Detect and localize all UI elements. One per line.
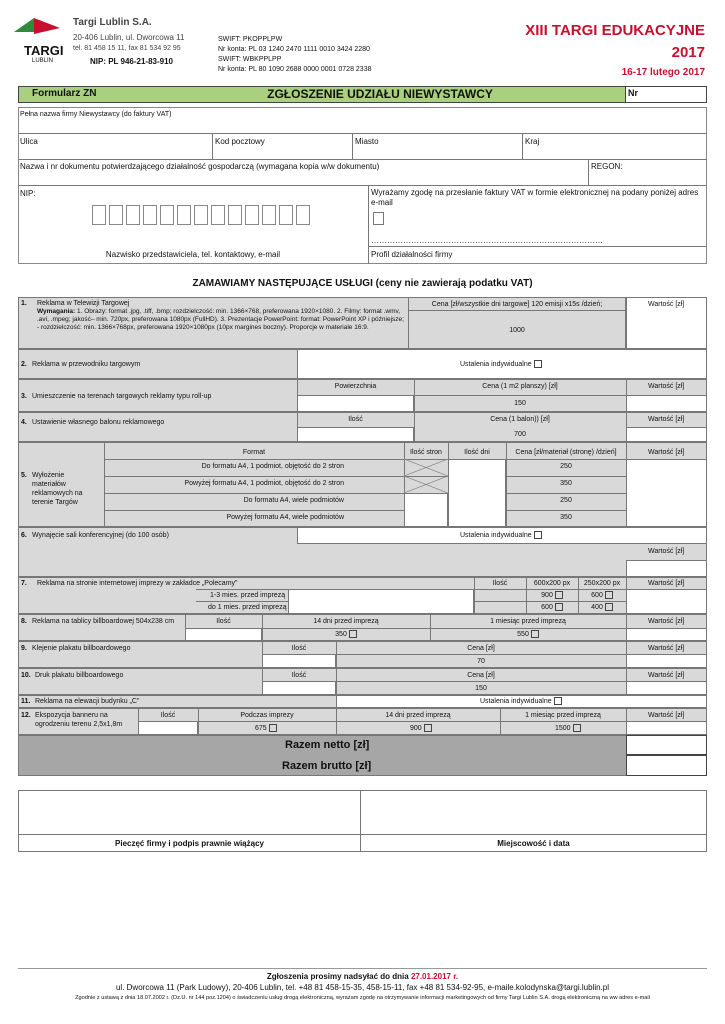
logo-subtext: LUBLIN [32, 58, 54, 64]
email-dotted-line[interactable]: …………………………………………………………………………… [371, 236, 603, 245]
service-10-value-label: Wartość [zł] [648, 672, 685, 679]
nip-digit-box[interactable] [296, 205, 310, 225]
checkbox-icon [534, 360, 542, 368]
service-7-value-label: Wartość [zł] [648, 580, 685, 587]
service-5-value-label: Wartość [zł] [648, 449, 685, 456]
regon-field[interactable]: REGON: [591, 162, 623, 171]
service-4-number: 4. [21, 419, 27, 426]
service-7-col-qty: Ilość [492, 580, 508, 587]
nr-label: Nr [628, 88, 639, 98]
company-address: 20-406 Lublin, ul. Dworcowa 11 [73, 33, 185, 42]
service-2-name: Reklama w przewodniku targowym [32, 361, 141, 368]
service-7-row-2-b[interactable]: 400 [578, 603, 626, 612]
service-4-col-qty: Ilość [348, 416, 363, 423]
service-7-col-b: 250x200 px [583, 580, 621, 587]
service-9-price: 70 [477, 658, 485, 665]
service-8-price-a[interactable]: 350 [262, 630, 430, 639]
service-7-col-a: 600x200 px [533, 580, 571, 587]
service-8-col-qty: Ilość [216, 618, 231, 625]
event-year: 2017 [671, 44, 705, 61]
total-net-label: Razem netto [zł] [285, 739, 370, 751]
logo-text: TARGI [24, 43, 64, 58]
form-title: ZGŁOSZENIE UDZIAŁU NIEWYSTAWCY [267, 87, 493, 101]
service-5-price: 250 [560, 497, 572, 504]
service-1-req-label: Wymagania: [37, 308, 76, 315]
total-gross-field[interactable] [626, 755, 707, 776]
service-4-name: Ustawienie własnego balonu reklamowego [32, 419, 165, 426]
service-6-name: Wynajęcie sali konferencyjnej (do 100 osób) [32, 532, 169, 539]
place-date-label: Miejscowość i data [497, 839, 570, 848]
service-5-format: Powyżej formatu A4, wiele podmiotów [226, 514, 344, 521]
service-5-format: Do formatu A4, wiele podmiotów [243, 497, 344, 504]
city-field[interactable]: Miasto [355, 137, 379, 146]
service-7-row-1-b[interactable]: 600 [578, 591, 626, 600]
service-12-price-c[interactable]: 1500 [555, 724, 581, 733]
nip-digit-box[interactable] [262, 205, 276, 225]
checkbox-icon [554, 697, 562, 705]
total-net-field[interactable] [626, 735, 707, 755]
nip-digit-box[interactable] [194, 205, 208, 225]
nip-digit-box[interactable] [245, 205, 259, 225]
service-10-number: 10. [21, 672, 31, 679]
services-heading: ZAMAWIAMY NASTĘPUJĄCE USŁUGI (ceny nie zawierają podatku VAT) [192, 278, 533, 289]
service-9-col-qty: Ilość [291, 645, 307, 652]
service-10-name: Druk plakatu billboardowego [35, 672, 124, 679]
country-field[interactable]: Kraj [525, 137, 540, 146]
company-name: Targi Lublin S.A. [73, 17, 152, 28]
footer-contact: ul. Dworcowa 11 (Park Ludowy), 20-406 Lublin, tel. +48 81 458-15-35, 458-15-11, fax +48 81 534-92-95, e-maile.kolodynska@targi.lublin.pl [115, 983, 609, 992]
street-field[interactable]: Ulica [20, 137, 38, 146]
event-date: 16-17 lutego 2017 [621, 67, 705, 78]
service-1-req-text: 1. Obrazy: format .jpg, .tiff, .bmp; rozdzielczość: min. 1366×768, preferowana 1920×1080. 2. Filmy: format .wmv, .avi, .mpeg; jakość– min. 720px, preferowana 1080px (FullHD). 3. Prezentacje PowerPoint: format: PowerPoint XP i późniejsze; - rozdzielczość: min. 1366×768px, preferowana 1920×1080px (10px margines boczny). Proporcje w materiale 16:9. [37, 308, 404, 331]
nip-digit-box[interactable] [126, 205, 140, 225]
service-7-row-1-a[interactable]: 900 [526, 591, 578, 600]
checkbox-icon [531, 630, 539, 638]
crossed-out-cells [404, 459, 448, 493]
service-11-number: 11. [21, 698, 31, 705]
service-10-price: 150 [475, 685, 487, 692]
service-12-price-a[interactable]: 675 [255, 724, 277, 733]
logo [14, 18, 64, 70]
form-code: Formularz ZN [32, 88, 97, 99]
service-10-col-price: Cena [zł] [467, 672, 495, 679]
service-4-value-label: Wartość [zł] [648, 416, 685, 423]
service-6-number: 6. [21, 532, 27, 539]
service-1-price: 1000 [509, 327, 525, 334]
service-5-col-pages: Ilość stron [410, 449, 442, 456]
service-7-name: Reklama na stronie internetowej imprezy w zakładce „Polecamy” [37, 580, 238, 587]
document-field[interactable]: Nazwa i nr dokumentu potwierdzającego działalność gospodarczą (wymagana kopia w/w dokumentu) [20, 162, 380, 171]
checkbox-icon [573, 724, 581, 732]
checkbox-icon [269, 724, 277, 732]
service-8-col-a: 14 dni przed imprezą [313, 618, 379, 625]
service-12-col-b: 14 dni przed imprezą [385, 712, 451, 719]
nip-digit-box[interactable] [92, 205, 106, 225]
checkbox-icon [555, 591, 563, 599]
service-8-col-b: 1 miesiąc przed imprezą [490, 618, 566, 625]
service-9-value-label: Wartość [zł] [648, 645, 685, 652]
checkbox-icon [424, 724, 432, 732]
total-gross-label: Razem brutto [zł] [282, 760, 372, 772]
vat-consent-text: Wyrażamy zgodę na przesłanie faktury VAT w formie elektronicznej na podany poniżej adres e-mail [371, 188, 699, 207]
service-5-price: 350 [560, 480, 572, 487]
footer-deadline: Zgłoszenia prosimy nadsyłać do dnia 27.01.2017 r. [266, 972, 459, 981]
signature-field[interactable] [18, 790, 361, 835]
service-1-value-label: Wartość [zł] [648, 301, 685, 308]
service-5-format: Powyżej formatu A4, 1 podmiot, objętość do 2 stron [184, 480, 344, 487]
checkbox-icon [605, 603, 613, 611]
nip-digit-box[interactable] [279, 205, 293, 225]
nip-digit-box[interactable] [177, 205, 191, 225]
service-10-col-qty: Ilość [291, 672, 307, 679]
company-nip: NIP: PL 946-21-83-910 [90, 57, 174, 66]
service-5-number: 5. [21, 472, 27, 479]
service-8-name: Reklama na tablicy billboardowej 504x238 cm [32, 618, 175, 625]
swift-2: SWIFT: WBKPPLPP [218, 56, 282, 63]
service-5-price: 350 [560, 514, 572, 521]
representative-field[interactable]: Nazwisko przedstawiciela, tel. kontaktowy, e-mail [105, 250, 281, 259]
service-6-individual[interactable]: Ustalenia indywidualne [460, 531, 542, 540]
service-3-col-price: Cena (1 m2 planszy) [zł] [482, 383, 558, 390]
service-8-price-b[interactable]: 550 [430, 630, 626, 639]
checkbox-icon [605, 591, 613, 599]
checkbox-icon [349, 630, 357, 638]
service-5-format: Do formatu A4, 1 podmiot, objętość do 2 stron [201, 463, 344, 470]
checkbox-icon [555, 603, 563, 611]
service-2-individual[interactable]: Ustalenia indywidualne [460, 360, 542, 369]
service-8-value-label: Wartość [zł] [648, 618, 685, 625]
service-12-number: 12. [21, 712, 31, 719]
account-2: Nr konta: PL 80 1090 2688 0000 0001 0728 2338 [218, 66, 372, 73]
nip-digit-box[interactable] [228, 205, 242, 225]
deadline-date: 27.01.2017 r. [410, 972, 459, 981]
nip-digit-box[interactable] [160, 205, 174, 225]
service-1-requirements [37, 308, 404, 332]
service-9-number: 9. [21, 645, 27, 652]
service-6-value-label: Wartość [zł] [648, 548, 685, 555]
service-5-col-format: Format [242, 449, 266, 456]
checkbox-icon [534, 531, 542, 539]
signature-label: Pieczęć firmy i podpis prawnie wiążący [115, 839, 264, 848]
service-12-name: Ekspozycja banneru na ogrodzeniu terenu 2,5x1,8m [35, 712, 123, 728]
service-11-name: Reklama na elewacji budynku „C” [35, 698, 140, 705]
service-11-individual[interactable]: Ustalenia indywidualne [480, 697, 562, 706]
service-8-number: 8. [21, 618, 27, 625]
service-2-number: 2. [21, 361, 27, 368]
service-7-number: 7. [21, 580, 27, 587]
service-7-row-2-a[interactable]: 600 [526, 603, 578, 612]
service-1-price-label: Cena [zł/wszystkie dni targowe] 120 emisji x15s /dzień; [431, 301, 603, 308]
business-profile-field[interactable]: Profil działalności firmy [371, 250, 453, 259]
service-5-col-days: Ilość dni [464, 449, 490, 456]
service-9-col-price: Cena [zł] [467, 645, 495, 652]
service-12-col-c: 1 miesiąc przed imprezą [525, 712, 601, 719]
service-12-price-b[interactable]: 900 [410, 724, 432, 733]
service-4-col-price: Cena (1 balon)) [zł] [490, 416, 550, 423]
service-1-name: Reklama w Telewizji Targowej [37, 300, 130, 307]
service-3-col-area: Powierzchnia [334, 383, 377, 390]
service-12-col-a: Podczas imprezy [240, 712, 294, 719]
nip-digit-box[interactable] [109, 205, 123, 225]
service-4-price: 700 [514, 431, 526, 438]
event-title: XIII TARGI EDUKACYJNE [525, 22, 705, 39]
service-3-number: 3. [21, 393, 27, 400]
nip-digit-box[interactable] [143, 205, 157, 225]
service-12-value-label: Wartość [zł] [648, 712, 685, 719]
service-5-price: 250 [560, 463, 572, 470]
vat-consent-checkbox[interactable] [373, 212, 384, 225]
service-7-row-2: do 1 mies. przed imprezą [208, 604, 287, 611]
service-9-name: Klejenie plakatu billboardowego [32, 645, 131, 652]
service-7-row-1: 1-3 mies. przed imprezą [210, 592, 286, 599]
place-date-field[interactable] [360, 790, 707, 835]
service-5-col-price: Cena [zł/materiał (stronę) /dzień] [515, 449, 617, 456]
service-5-name: Wyłożenie materiałów reklamowych na terenie Targów [32, 472, 83, 506]
nip-label: NIP: [20, 189, 36, 198]
service-3-value-label: Wartość [zł] [648, 383, 685, 390]
service-12-col-qty: Ilość [160, 712, 176, 719]
swift-1: SWIFT: PKOPPLPW [218, 36, 283, 43]
service-3-name: Umieszczenie na terenach targowych reklamy typu roll-up [32, 393, 212, 400]
account-1: Nr konta: PL 03 1240 2470 1111 0010 3424 2280 [218, 46, 370, 53]
company-name-field[interactable]: Pełna nazwa firmy Niewystawcy (do faktury VAT) [20, 111, 172, 118]
footer-legal: Zgodnie z ustawą z dnia 18.07.2002 r. (Dz.U. nr 144 poz.1204) o świadczeniu usług drogą elektroniczną, wyrażam zgodę na otrzymywanie informacji marketingowych od firmy Targi Lublin S.A. drogą elektroniczną na ww adres e-mail [75, 995, 650, 1001]
postal-code-field[interactable]: Kod pocztowy [215, 137, 265, 146]
nip-digit-box[interactable] [211, 205, 225, 225]
service-3-price: 150 [514, 400, 526, 407]
company-phones: tel. 81 458 15 11, fax 81 534 92 95 [73, 45, 181, 52]
service-1-number: 1. [21, 300, 27, 307]
